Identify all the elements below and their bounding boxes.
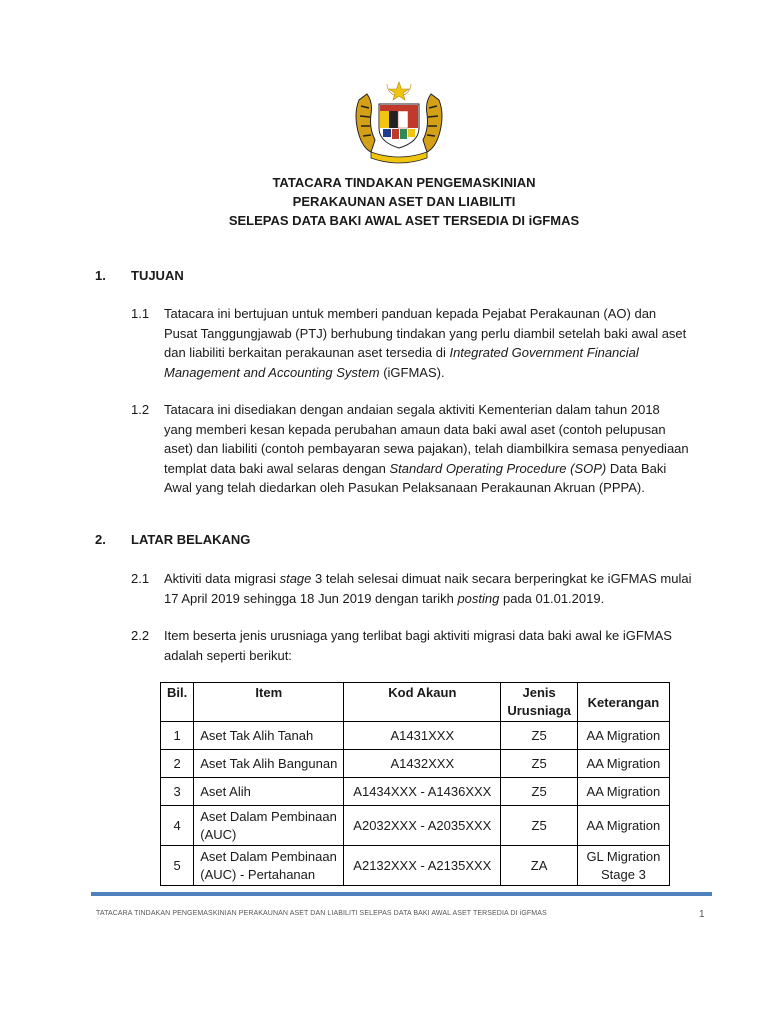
column-header-item: Item	[194, 683, 344, 722]
cell-jenis: Z5	[501, 750, 578, 778]
cell-kod-akaun: A2132XXX - A2135XXX	[344, 846, 501, 886]
table-row	[161, 750, 670, 778]
cell-jenis: ZA	[501, 846, 578, 886]
footer-title: TATACARA TINDAKAN PENGEMASKINIAN PERAKAUNAN ASET DAN LIABILITI SELEPAS DATA BAKI AWAL ASET TERSEDIA DI iGFMAS	[96, 910, 547, 917]
paragraph-text: Item beserta jenis urusniaga yang terlibat bagi aktiviti migrasi data baki awal ke iGFMAS adalah seperti berikut:	[164, 628, 672, 663]
migration-items-table	[160, 682, 670, 886]
column-header-kod-akaun: Kod Akaun	[344, 683, 501, 722]
column-header-keterangan: Keterangan	[577, 683, 669, 722]
cell-keterangan: AA Migration	[577, 778, 669, 806]
section-title: LATAR BELAKANG	[131, 532, 251, 547]
page-number: 1	[699, 909, 705, 920]
cell-keterangan: AA Migration	[577, 806, 669, 846]
cell-jenis: Z5	[501, 806, 578, 846]
cell-kod-akaun: A1432XXX	[344, 750, 501, 778]
cell-keterangan: AA Migration	[577, 750, 669, 778]
column-header-bil: Bil.	[161, 683, 194, 722]
footer-rule	[91, 892, 712, 896]
cell-bil: 1	[161, 722, 194, 750]
table-header-row	[161, 683, 670, 722]
cell-bil: 2	[161, 750, 194, 778]
cell-bil: 4	[161, 806, 194, 846]
paragraph-number: 2.2	[131, 628, 150, 643]
section-number: 2.	[95, 532, 106, 547]
document-title-line-1: TATACARA TINDAKAN PENGEMASKINIAN	[272, 175, 536, 190]
section-heading-tujuan	[0, 268, 768, 286]
paragraph-text: Tatacara ini disediakan dengan andaian segala aktiviti Kementerian dalam tahun 2018 yang memberi kesan kepada perubahan amaun data baki awal aset (contoh pelupusan aset) dan liabiliti (contoh pembayaran sewa pajakan), telah diambilkira semasa penyediaan templat data baki awal selaras dengan Standard Operating Procedure (SOP) Data Baki Awal yang telah diedarkan oleh Pasukan Pelaksanaan Perakaunan Akruan (PPPA).	[164, 402, 689, 496]
cell-kod-akaun: A2032XXX - A2035XXX	[344, 806, 501, 846]
table-row	[161, 806, 670, 846]
paragraph-number: 1.1	[131, 306, 150, 321]
table-row	[161, 778, 670, 806]
cell-item: Aset Alih	[194, 778, 344, 806]
document-title-line-3: SELEPAS DATA BAKI AWAL ASET TERSEDIA DI iGFMAS	[228, 213, 580, 228]
cell-keterangan: AA Migration	[577, 722, 669, 750]
cell-jenis: Z5	[501, 722, 578, 750]
table-row	[161, 846, 670, 886]
cell-item: Aset Tak Alih Bangunan	[194, 750, 344, 778]
cell-jenis: Z5	[501, 778, 578, 806]
paragraph-number: 1.2	[131, 402, 150, 417]
cell-kod-akaun: A1431XXX	[344, 722, 501, 750]
table-row	[161, 722, 670, 750]
cell-bil: 5	[161, 846, 194, 886]
section-title: TUJUAN	[131, 268, 184, 283]
document-title-line-2: PERAKAUNAN ASET DAN LIABILITI	[292, 194, 516, 209]
coat-of-arms-icon	[349, 80, 449, 164]
cell-kod-akaun: A1434XXX - A1436XXX	[344, 778, 501, 806]
cell-keterangan: GL Migration Stage 3	[577, 846, 669, 886]
paragraph-number: 2.1	[131, 571, 150, 586]
paragraph-text: Tatacara ini bertujuan untuk memberi panduan kepada Pejabat Perakaunan (AO) dan Pusat Tanggungjawab (PTJ) berhubung tindakan yang perlu diambil setelah baki awal aset dan liabiliti berkaitan perakaunan aset tersedia di Integrated Government Financial Management and Accounting System (iGFMAS).	[164, 306, 687, 380]
column-header-jenis-urusniaga: Jenis Urusniaga	[501, 683, 578, 722]
cell-item: Aset Dalam Pembinaan (AUC) - Pertahanan	[194, 846, 344, 886]
section-heading-latar-belakang	[0, 532, 768, 550]
cell-bil: 3	[161, 778, 194, 806]
cell-item: Aset Tak Alih Tanah	[194, 722, 344, 750]
paragraph-text: Aktiviti data migrasi stage 3 telah selesai dimuat naik secara berperingkat ke iGFMAS mulai 17 April 2019 sehingga 18 Jun 2019 dengan tarikh posting pada 01.01.2019.	[164, 571, 692, 606]
cell-item: Aset Dalam Pembinaan (AUC)	[194, 806, 344, 846]
section-number: 1.	[95, 268, 106, 283]
